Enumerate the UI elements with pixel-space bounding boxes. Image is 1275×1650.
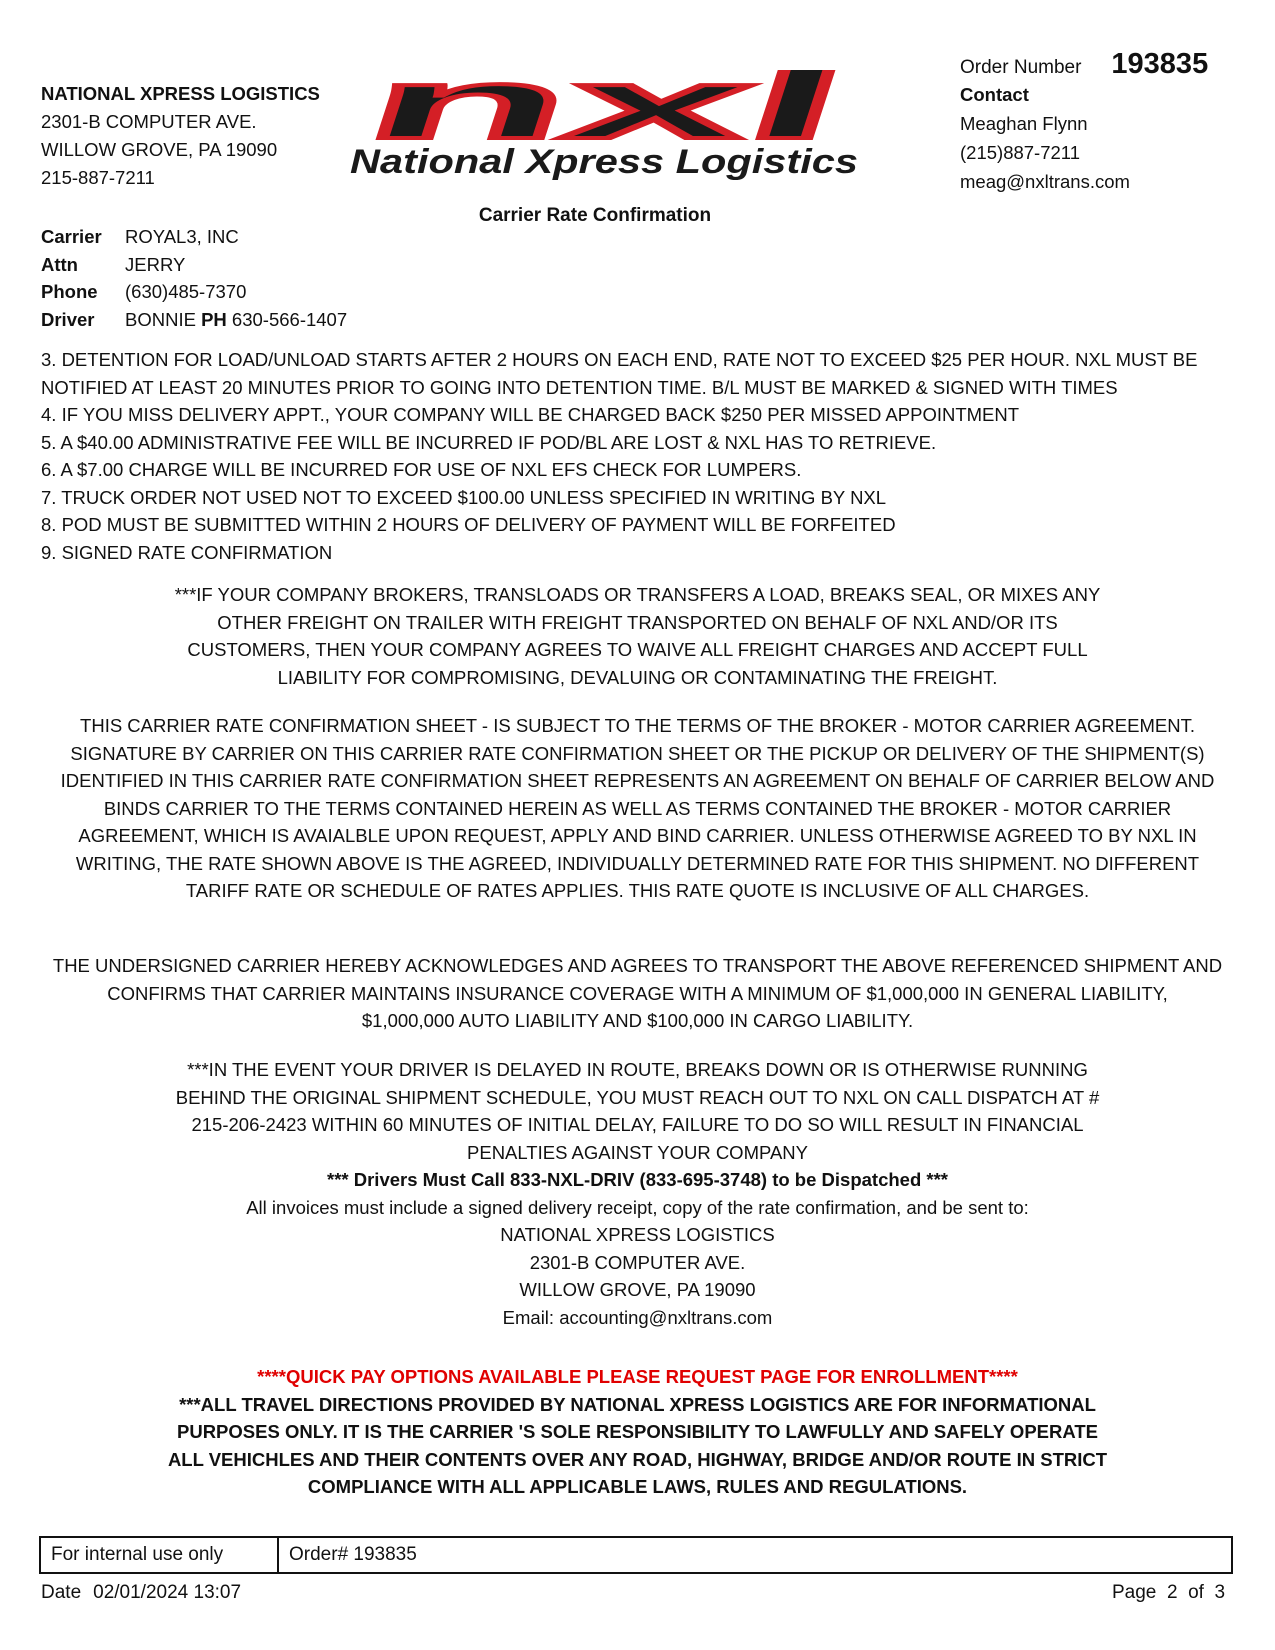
page-total: 3 <box>1214 1582 1226 1603</box>
paragraph-line: CONFIRMS THAT CARRIER MAINTAINS INSURANCE COVERAGE WITH A MINIMUM OF $1,000,000 IN GENERAL LIABILITY, <box>107 982 1168 1004</box>
disclaimer-line: ALL VEHICHLES AND THEIR CONTENTS OVER ANY ROAD, HIGHWAY, BRIDGE AND/OR ROUTE IN STRICT <box>167 1448 1108 1470</box>
terms-line: 3. DETENTION FOR LOAD/UNLOAD STARTS AFTER 2 HOURS ON EACH END, RATE NOT TO EXCEED $25 PER HOUR. NXL MUST BE <box>41 349 1198 370</box>
driver-name: BONNIE <box>125 308 196 330</box>
paragraph-line: TARIFF RATE OR SCHEDULE OF RATES APPLIES. THIS RATE QUOTE IS INCLUSIVE OF ALL CHARGES. <box>185 880 1090 901</box>
dispatch-notice: *** Drivers Must Call 833-NXL-DRIV (833-695-3748) to be Dispatched *** <box>327 1169 948 1190</box>
company-address-line1: 2301-B COMPUTER AVE. <box>41 111 257 132</box>
phone-label: Phone <box>41 281 98 302</box>
terms-line: 8. POD MUST BE SUBMITTED WITHIN 2 HOURS OF DELIVERY OF PAYMENT WILL BE FORFEITED <box>41 514 896 535</box>
internal-use-label: For internal use only <box>41 1538 279 1572</box>
invoice-line: NATIONAL XPRESS LOGISTICS <box>500 1224 775 1245</box>
agreement-paragraph <box>0 712 1275 905</box>
page-label: Page <box>1112 1582 1157 1603</box>
internal-order-ref: Order# 193835 <box>289 1544 417 1565</box>
attn-value: JERRY <box>125 253 186 275</box>
invoice-line: 2301-B COMPUTER AVE. <box>529 1251 746 1273</box>
carrier-label: Carrier <box>41 226 102 247</box>
paragraph-line: BINDS CARRIER TO THE TERMS CONTAINED HEREIN AS WELL AS TERMS CONTAINED THE BROKER - MOTOR CARRIER <box>103 797 1172 819</box>
quick-pay-and-disclaimer <box>0 1363 1275 1501</box>
paragraph-line: 215-206-2423 WITHIN 60 MINUTES OF INITIAL DELAY, FAILURE TO DO SO WILL RESULT IN FINANCIAL <box>191 1114 1084 1135</box>
logo-mark: nxl <box>352 70 534 160</box>
date-value: 02/01/2024 13:07 <box>93 1582 242 1603</box>
paragraph-line: BEHIND THE ORIGINAL SHIPMENT SCHEDULE, YOU MUST REACH OUT TO NXL ON CALL DISPATCH AT # <box>175 1086 1100 1108</box>
paragraph-line: PENALTIES AGAINST YOUR COMPANY <box>467 1141 808 1163</box>
order-number-block <box>960 48 1208 81</box>
terms-line: 5. A $40.00 ADMINISTRATIVE FEE WILL BE INCURRED IF POD/BL ARE LOST & NXL HAS TO RETRIEVE. <box>41 431 937 453</box>
paragraph-line: THIS CARRIER RATE CONFIRMATION SHEET - IS SUBJECT TO THE TERMS OF THE BROKER - MOTOR CARRIER AGREEMENT. <box>80 715 1195 736</box>
attn-label: Attn <box>41 253 78 275</box>
company-block <box>41 80 320 192</box>
paragraph-line: SIGNATURE BY CARRIER ON THIS CARRIER RATE CONFIRMATION SHEET OR THE PICKUP OR DELIVERY OF THE SHIPMENT(S) <box>70 742 1205 764</box>
company-name: NATIONAL XPRESS LOGISTICS <box>41 83 320 104</box>
phone-value: (630)485-7370 <box>125 281 247 302</box>
quick-pay-notice: ****QUICK PAY OPTIONS AVAILABLE PLEASE REQUEST PAGE FOR ENROLLMENT**** <box>257 1366 1018 1387</box>
nxl-logo <box>342 70 902 185</box>
terms-line: 9. SIGNED RATE CONFIRMATION <box>41 541 333 563</box>
contact-phone: (215)887-7211 <box>960 142 1080 163</box>
company-address-line2: WILLOW GROVE, PA 19090 <box>41 139 278 160</box>
driver-label: Driver <box>41 308 95 330</box>
order-number-label: Order Number <box>960 57 1082 78</box>
logo-tagline: National Xpress Logistics <box>350 143 858 181</box>
paragraph-line: $1,000,000 AUTO LIABILITY AND $100,000 IN CARGO LIABILITY. <box>361 1010 914 1031</box>
contact-name: Meaghan Flynn <box>960 113 1088 134</box>
company-phone: 215-887-7211 <box>41 167 155 188</box>
terms-line: 4. IF YOU MISS DELIVERY APPT., YOUR COMPANY WILL BE CHARGED BACK $250 PER MISSED APPOINTMENT <box>41 404 1020 425</box>
internal-use-box <box>39 1536 1233 1574</box>
page-indicator <box>1112 1582 1225 1604</box>
invoice-line: All invoices must include a signed delivery receipt, copy of the rate confirmation, and be sent to: <box>246 1196 1029 1218</box>
paragraph-line: ***IF YOUR COMPANY BROKERS, TRANSLOADS OR TRANSFERS A LOAD, BREAKS SEAL, OR MIXES ANY <box>174 584 1101 605</box>
contact-email: meag@nxltrans.com <box>960 171 1130 192</box>
paragraph-line: CUSTOMERS, THEN YOUR COMPANY AGREES TO WAIVE ALL FREIGHT CHARGES AND ACCEPT FULL <box>187 639 1088 660</box>
page-of-label: of <box>1188 1582 1204 1603</box>
carrier-value: ROYAL3, INC <box>125 226 239 247</box>
invoice-email: Email: accounting@nxltrans.com <box>502 1306 773 1328</box>
driver-ph-label: PH <box>201 308 227 330</box>
nxl-logo-graphic <box>342 70 902 185</box>
paragraph-line: ***IN THE EVENT YOUR DRIVER IS DELAYED IN ROUTE, BREAKS DOWN OR IS OTHERWISE RUNNING <box>187 1059 1088 1080</box>
terms-list <box>41 346 1197 566</box>
terms-line: 7. TRUCK ORDER NOT USED NOT TO EXCEED $100.00 UNLESS SPECIFIED IN WRITING BY NXL <box>41 486 887 508</box>
date-label: Date <box>41 1582 82 1603</box>
disclaimer-line: ***ALL TRAVEL DIRECTIONS PROVIDED BY NATIONAL XPRESS LOGISTICS ARE FOR INFORMATIONAL <box>179 1393 1096 1415</box>
paragraph-line: WRITING, THE RATE SHOWN ABOVE IS THE AGREED, INDIVIDUALLY DETERMINED RATE FOR THIS SHIPMENT. NO DIFFERENT <box>75 852 1200 874</box>
delay-paragraph <box>0 1056 1275 1331</box>
disclaimer-line: COMPLIANCE WITH ALL APPLICABLE LAWS, RULES AND REGULATIONS. <box>307 1476 968 1497</box>
disclaimer-line: PURPOSES ONLY. IT IS THE CARRIER 'S SOLE RESPONSIBILITY TO LAWFULLY AND SAFELY OPERATE <box>177 1421 1098 1442</box>
paragraph-line: IDENTIFIED IN THIS CARRIER RATE CONFIRMATION SHEET REPRESENTS AN AGREEMENT ON BEHALF OF CARRIER BELOW AND <box>60 770 1215 791</box>
order-number-value: 193835 <box>1111 48 1209 80</box>
driver-phone: 630-566-1407 <box>231 308 348 330</box>
carrier-info <box>41 223 347 333</box>
brokers-paragraph <box>0 581 1275 691</box>
contact-block <box>960 80 1130 196</box>
paragraph-line: THE UNDERSIGNED CARRIER HEREBY ACKNOWLEDGES AND AGREES TO TRANSPORT THE ABOVE REFERENCED SHIPMENT AND <box>52 955 1223 976</box>
contact-label: Contact <box>960 84 1029 105</box>
terms-line: 6. A $7.00 CHARGE WILL BE INCURRED FOR USE OF NXL EFS CHECK FOR LUMPERS. <box>41 459 802 480</box>
invoice-line: WILLOW GROVE, PA 19090 <box>519 1279 756 1300</box>
paragraph-line: OTHER FREIGHT ON TRAILER WITH FREIGHT TRANSPORTED ON BEHALF OF NXL AND/OR ITS <box>217 611 1058 633</box>
paragraph-line: LIABILITY FOR COMPROMISING, DEVALUING OR CONTAMINATING THE FREIGHT. <box>277 666 998 688</box>
document-title: Carrier Rate Confirmation <box>478 205 712 226</box>
page-number: 2 <box>1166 1582 1178 1603</box>
footer-date <box>41 1582 241 1604</box>
insurance-paragraph <box>0 952 1275 1035</box>
terms-line: NOTIFIED AT LEAST 20 MINUTES PRIOR TO GOING INTO DETENTION TIME. B/L MUST BE MARKED & SIGNED WITH TIMES <box>41 376 1118 398</box>
paragraph-line: AGREEMENT, WHICH IS AVAIALBLE UPON REQUEST, APPLY AND BIND CARRIER. UNLESS OTHERWISE AGREED TO BY NXL IN <box>78 825 1197 846</box>
